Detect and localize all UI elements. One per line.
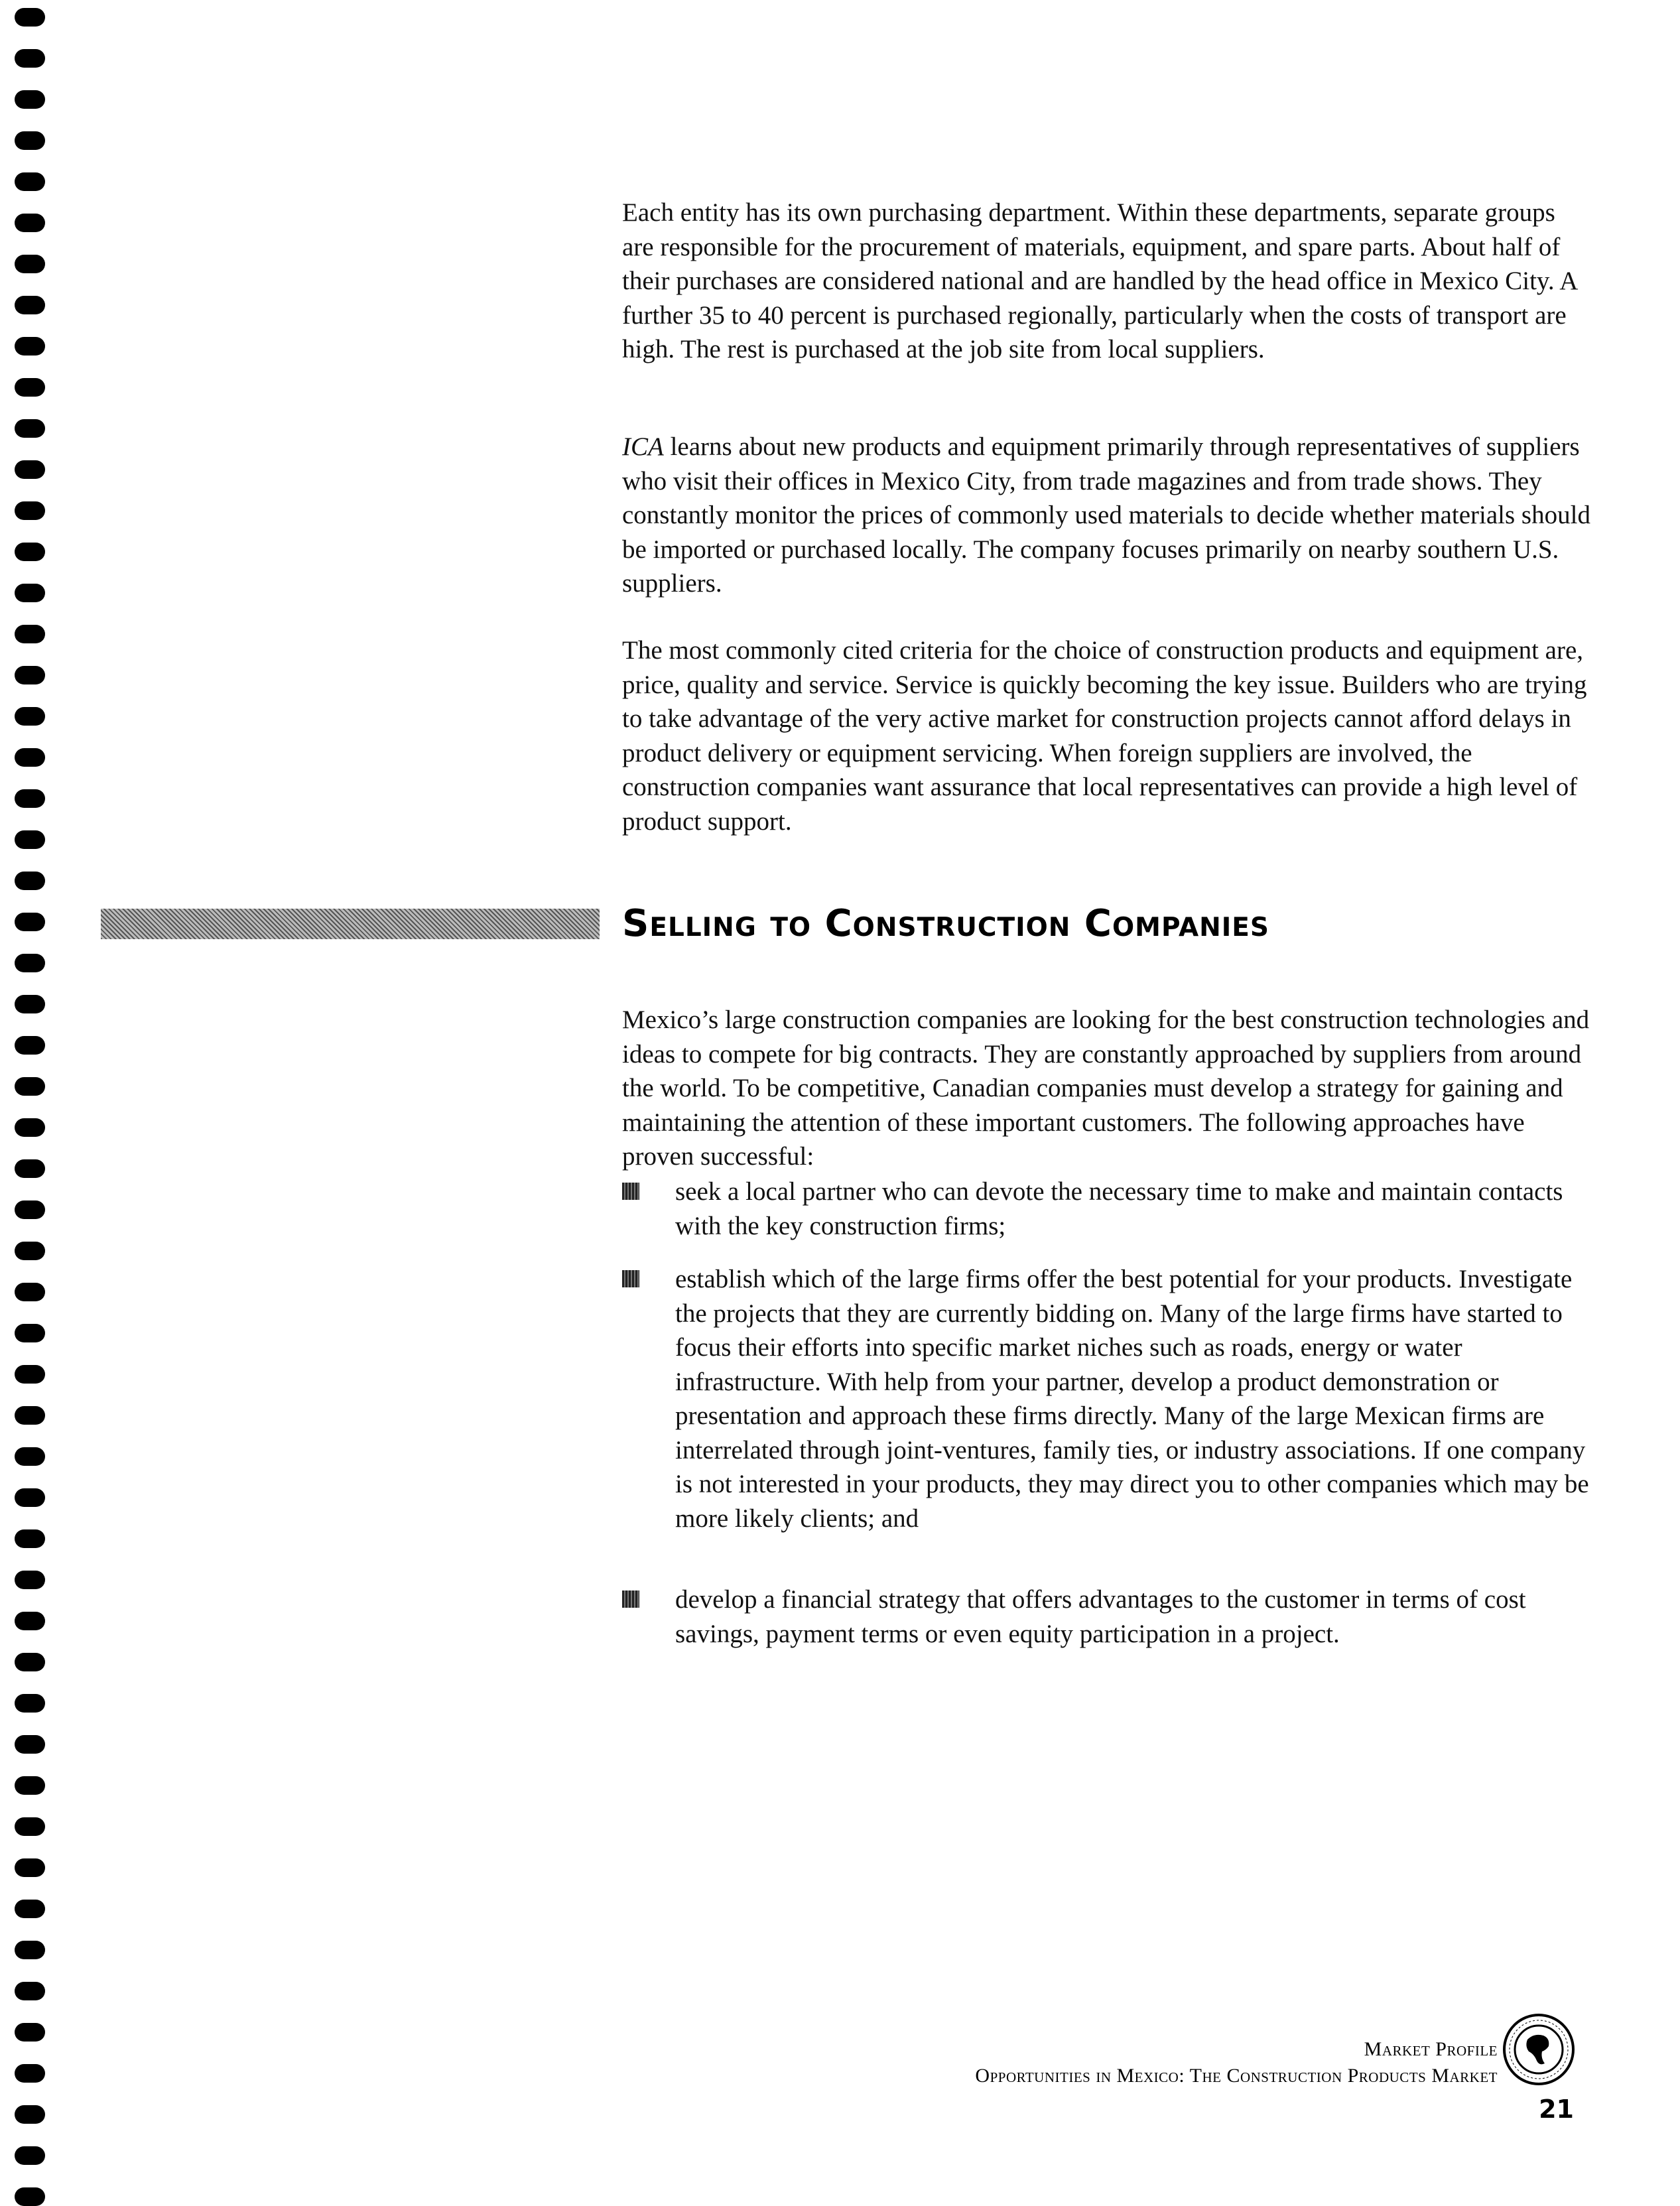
- paragraph-purchasing: Each entity has its own purchasing department. Within these departments, separate groups are responsible for the procurement of materials, equipment, and spare parts. About half of their purchases are considered national and are handled by the head office in Mexico City. A further 35 to 40 percent is purchased regionally, particularly when the costs of transport are high. The rest is purchased at the job site from local suppliers.: [622, 198, 1577, 363]
- binding-hole: [15, 1242, 45, 1260]
- binding-hole: [15, 337, 45, 356]
- square-bullet-icon: [622, 1590, 639, 1608]
- ica-lead: ICA: [622, 432, 664, 461]
- binding-hole: [15, 707, 45, 726]
- binding-hole: [15, 460, 45, 479]
- binding-hole: [15, 8, 45, 27]
- binding-hole: [15, 1324, 45, 1342]
- binding-hole: [15, 2105, 45, 2124]
- binding-hole: [15, 1612, 45, 1630]
- binding-hole: [15, 1159, 45, 1178]
- binding-hole: [15, 1283, 45, 1301]
- binding-hole: [15, 255, 45, 273]
- binding-hole: [15, 1941, 45, 1959]
- binding-hole: [15, 666, 45, 684]
- binding-hole: [15, 1653, 45, 1671]
- binding-hole: [15, 2023, 45, 2042]
- binding-hole: [15, 1694, 45, 1713]
- binding-hole: [15, 830, 45, 849]
- binding-hole: [15, 1447, 45, 1466]
- square-bullet-icon: [622, 1183, 639, 1200]
- binding-hole: [15, 49, 45, 68]
- binding-hole: [15, 1858, 45, 1877]
- binding-hole: [15, 913, 45, 931]
- binding-hole: [15, 2064, 45, 2083]
- binding-hole: [15, 1571, 45, 1589]
- binding-hole: [15, 543, 45, 561]
- binding-hole: [15, 789, 45, 808]
- binding-hole: [15, 1406, 45, 1425]
- binding-hole: [15, 872, 45, 890]
- binding-hole: [15, 1200, 45, 1219]
- binding-hole: [15, 1735, 45, 1754]
- binding-hole: [15, 584, 45, 602]
- binding-hole: [15, 1036, 45, 1055]
- north-america-globe-logo: [1502, 2013, 1575, 2086]
- footer-publication-title: Opportunities in Mexico: The Construction Products Market: [975, 2065, 1498, 2087]
- page-footer: [975, 2036, 1498, 2089]
- binding-hole: [15, 1982, 45, 2000]
- binding-hole: [15, 296, 45, 314]
- list-item-text: develop a financial strategy that offers advantages to the customer in terms of cost savings, payment terms or even equity participation in a project.: [675, 1585, 1526, 1648]
- binding-hole: [15, 625, 45, 643]
- section-title: Selling to Construction Companies: [622, 902, 1270, 945]
- binding-hole: [15, 748, 45, 767]
- binding-hole: [15, 1776, 45, 1795]
- page-number: 21: [1539, 2095, 1574, 2124]
- binding-hole: [15, 131, 45, 150]
- binding-hole: [15, 1077, 45, 1096]
- paragraph-ica: [622, 430, 1590, 601]
- binding-hole: [15, 501, 45, 520]
- binding-hole: [15, 1365, 45, 1384]
- binding-hole: [15, 1900, 45, 1918]
- binding-holes: [15, 0, 46, 2203]
- list-item-text: seek a local partner who can devote the necessary time to make and maintain contacts with the key construction firms;: [675, 1177, 1563, 1240]
- binding-hole: [15, 1488, 45, 1507]
- list-item-text: establish which of the large firms offer the best potential for your products. Investigate the projects that they are currently bidding on. Many of the large firms have started to focus their efforts into specific market niches such as roads, energy or water infrastructure. With help from your partner, develop a product demonstration or presentation and approach these firms directly. Many of the large Mexican firms are interrelated through joint-ventures, family ties, or industry associations. If one company is not interested in your products, they may direct you to other companies which may be more likely clients; and: [675, 1265, 1589, 1533]
- binding-hole: [15, 419, 45, 438]
- paragraph-selling-intro: Mexico’s large construction companies are looking for the best construction technologies and ideas to compete for big contracts. They are constantly approached by suppliers from around the world. To be competitive, Canadian companies must develop a strategy for gaining and maintaining the attention of these important customers. The following approaches have proven successful:: [622, 1006, 1590, 1171]
- binding-hole: [15, 1817, 45, 1836]
- square-bullet-icon: [622, 1270, 639, 1287]
- section-heading-bar: [101, 909, 600, 939]
- binding-hole: [15, 378, 45, 397]
- binding-hole: [15, 1118, 45, 1137]
- footer-market-profile: Market Profile: [1364, 2038, 1498, 2060]
- binding-hole: [15, 90, 45, 109]
- binding-hole: [15, 172, 45, 191]
- binding-hole: [15, 2187, 45, 2206]
- paragraph-criteria: The most commonly cited criteria for the choice of construction products and equipment are, price, quality and service. Service is quickly becoming the key issue. Builders who are trying to take advantage of the very active market for construction projects cannot afford delays in product delivery or equipment servicing. When foreign suppliers are involved, the construction companies want assurance that local representatives can provide a high level of product support.: [622, 636, 1587, 836]
- binding-hole: [15, 995, 45, 1013]
- ica-rest: learns about new products and equipment primarily through representatives of suppliers who visit their offices in Mexico City, from trade magazines and from trade shows. They constantly monitor the prices of commonly used materials to decide whether materials should be imported or purchased locally. The company focuses primarily on nearby southern U.S. suppliers.: [622, 432, 1590, 598]
- binding-hole: [15, 954, 45, 972]
- binding-hole: [15, 2146, 45, 2165]
- binding-hole: [15, 214, 45, 232]
- binding-hole: [15, 1529, 45, 1548]
